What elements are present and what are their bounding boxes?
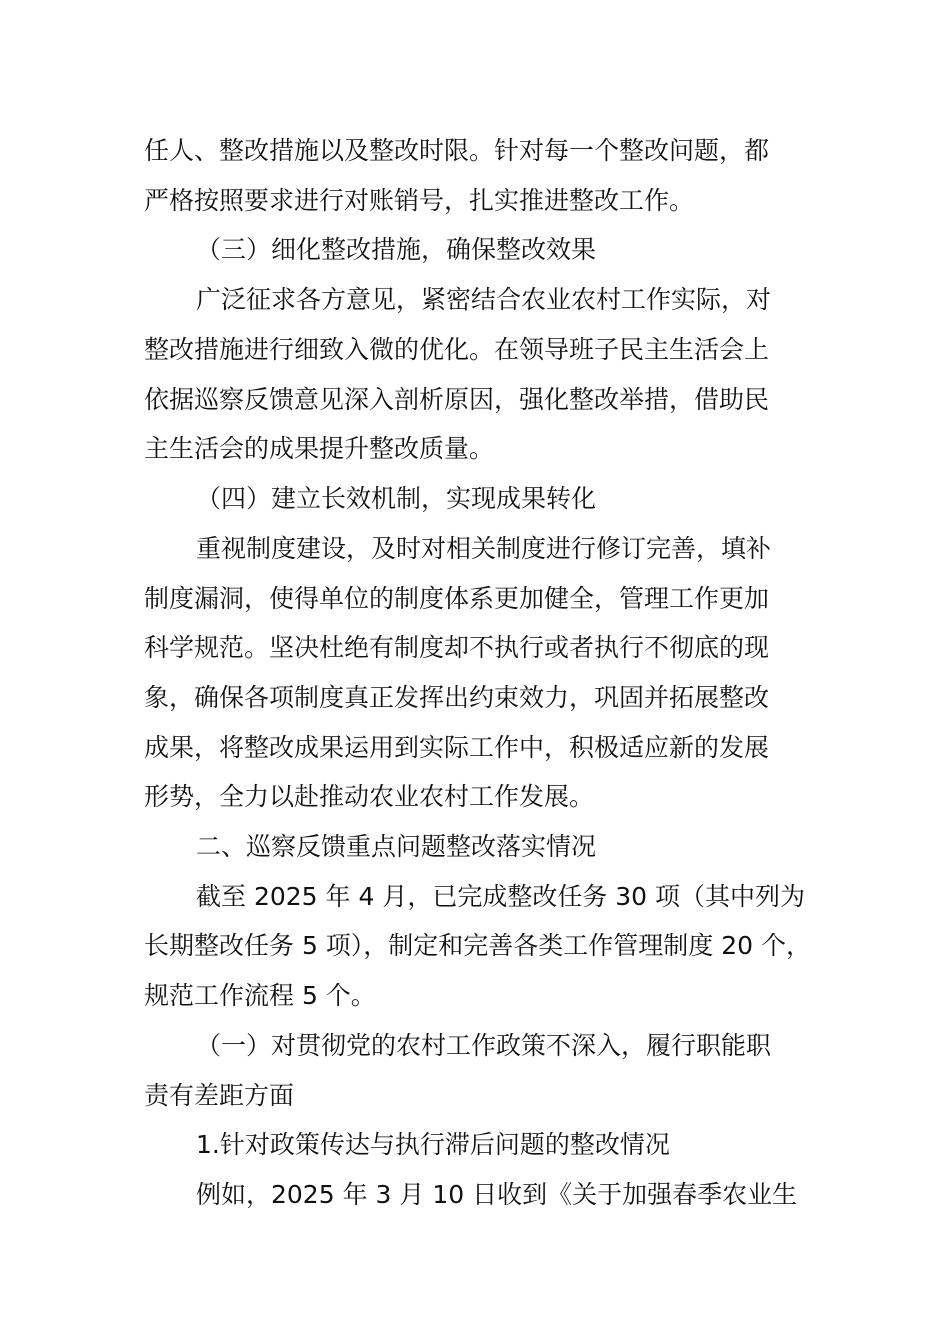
paragraph-start: 截至 2025 年 4 月，已完成整改任务 30 项（其中列为 [196,882,806,911]
section-heading: （三）细化整改措施，确保整改效果 [196,235,597,264]
paragraph-start: 广泛征求各方意见，紧密结合农业农村工作实际，对 [196,285,772,314]
section-heading-continued: 责有差距方面 [144,1081,295,1110]
text-line: 制度漏洞，使得单位的制度体系更加健全，管理工作更加 [144,584,770,613]
text-line: 成果，将整改成果运用到实际工作中，积极适应新的发展 [144,733,770,762]
text-line: 任人、整改措施以及整改时限。针对每一个整改问题，都 [144,136,770,165]
text-line: 主生活会的成果提升整改质量。 [144,434,495,463]
text-line: 长期整改任务 5 项），制定和完善各类工作管理制度 20 个， [144,931,812,960]
text-line: 规范工作流程 5 个。 [144,981,376,1010]
text-line: 依据巡察反馈意见深入剖析原因，强化整改举措，借助民 [144,385,770,414]
section-heading: （四）建立长效机制，实现成果转化 [196,484,597,513]
paragraph-start: 重视制度建设，及时对相关制度进行修订完善，填补 [196,534,772,563]
text-line: 象，确保各项制度真正发挥出约束效力，巩固并拓展整改 [144,683,770,712]
text-line: 形势，全力以赴推动农业农村工作发展。 [144,782,595,811]
text-line: 科学规范。坚决杜绝有制度却不执行或者执行不彻底的现 [144,633,770,662]
subsection-heading: 1.针对政策传达与执行滞后问题的整改情况 [196,1130,670,1159]
text-line: 严格按照要求进行对账销号，扎实推进整改工作。 [144,186,695,215]
section-heading: 二、巡察反馈重点问题整改落实情况 [196,832,597,861]
paragraph-start: 例如，2025 年 3 月 10 日收到《关于加强春季农业生 [196,1180,798,1209]
section-heading: （一）对贯彻党的农村工作政策不深入，履行职能职 [196,1031,772,1060]
text-line: 整改措施进行细致入微的优化。在领导班子民主生活会上 [144,335,770,364]
